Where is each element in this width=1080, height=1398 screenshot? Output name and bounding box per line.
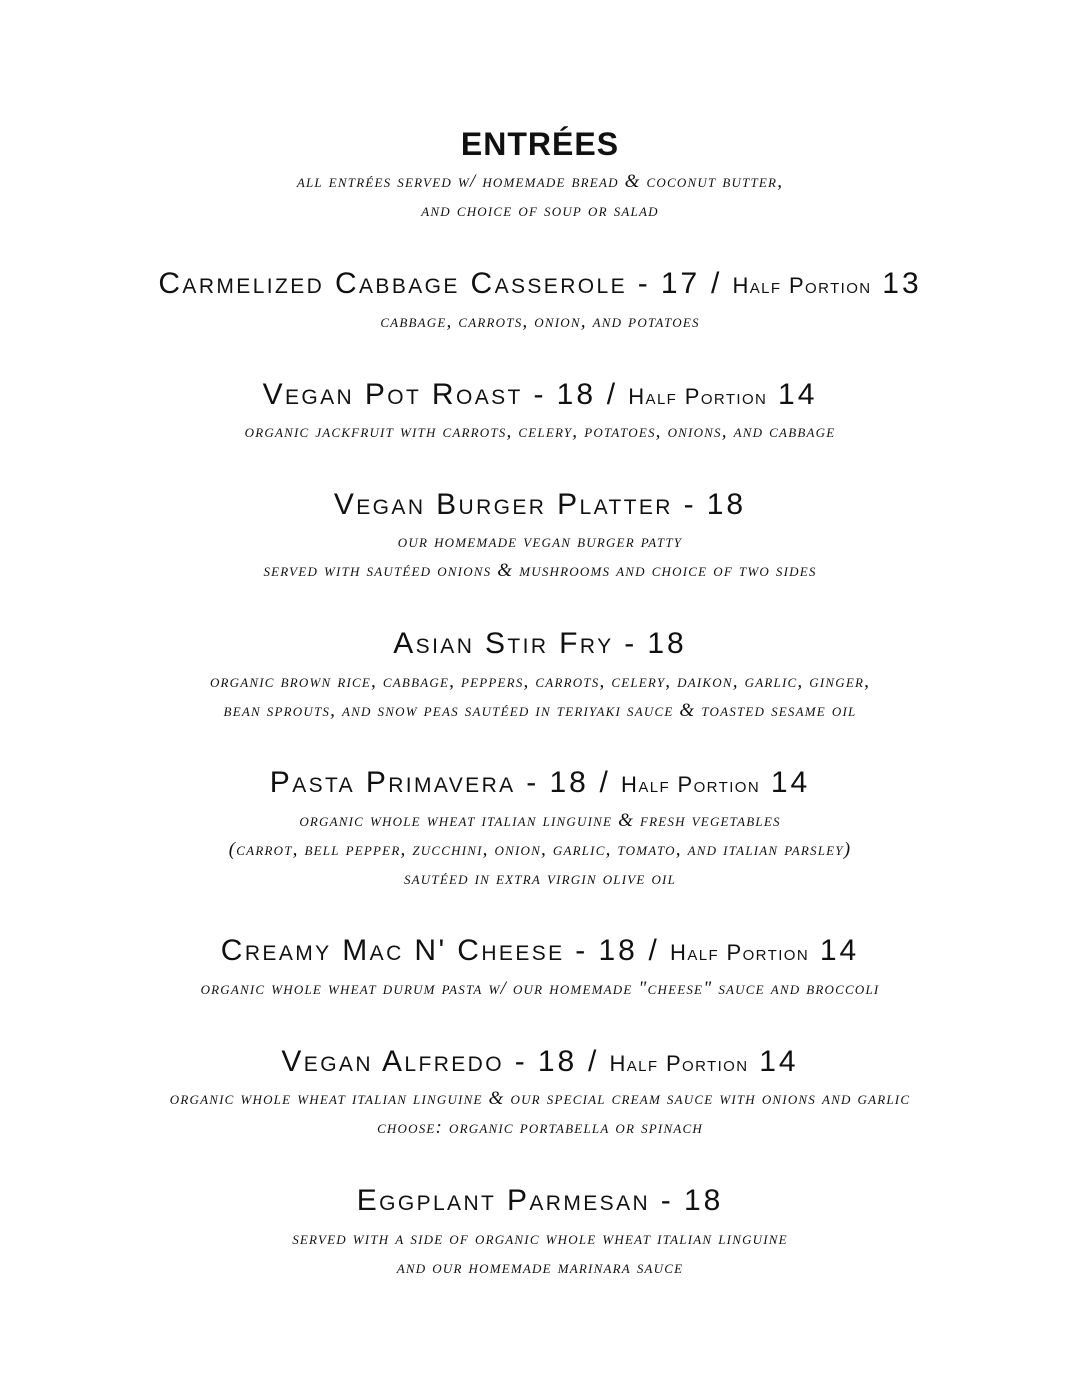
item-description: served with a side of organic whole wheat italian linguine bbox=[292, 1228, 788, 1249]
item-price: 18 bbox=[537, 1045, 578, 1078]
half-portion-price: 14 bbox=[819, 934, 860, 967]
item-name: Carmelized Cabbage Casserole bbox=[158, 267, 627, 300]
menu-item-heading: Carmelized Cabbage Casserole - 17 / Half Portion 13 bbox=[158, 267, 922, 300]
item-description: bean sprouts, and snow peas sautéed in teriyaki sauce & toasted sesame oil bbox=[223, 700, 857, 721]
menu-item-heading: Pasta Primavera - 18 / Half Portion 14 bbox=[269, 766, 811, 799]
item-description: choose: organic portabella or spinach bbox=[377, 1117, 703, 1138]
item-name: Creamy Mac N' Cheese bbox=[220, 934, 565, 967]
menu-item-heading: Creamy Mac N' Cheese - 18 / Half Portion 14 bbox=[220, 934, 860, 967]
menu-item-heading: Vegan Burger Platter - 18 bbox=[333, 488, 747, 521]
item-price: 18 bbox=[598, 934, 638, 967]
item-name: Pasta Primavera bbox=[269, 766, 516, 799]
half-portion-label: Half Portion bbox=[609, 1051, 749, 1076]
item-description: sautéed in extra virgin olive oil bbox=[403, 868, 677, 889]
page-title: ENTRÉES bbox=[460, 126, 620, 162]
menu-item-heading: Vegan Pot Roast - 18 / Half Portion 14 bbox=[262, 378, 818, 411]
item-price: 18 bbox=[556, 378, 597, 411]
header-note-line-1: all entrées served w/ homemade bread & coconut butter, bbox=[296, 171, 784, 192]
menu-item-heading: Vegan Alfredo - 18 / Half Portion 14 bbox=[281, 1045, 799, 1078]
half-portion-label: Half Portion bbox=[621, 772, 761, 797]
item-description: organic whole wheat italian linguine & our special cream sauce with onions and garlic bbox=[169, 1088, 911, 1109]
item-description: organic whole wheat italian linguine & fresh vegetables bbox=[299, 810, 781, 831]
item-description: our homemade vegan burger patty bbox=[397, 531, 683, 552]
item-price: 18 bbox=[549, 766, 589, 799]
item-price: 18 bbox=[647, 627, 687, 660]
item-description: cabbage, carrots, onion, and potatoes bbox=[380, 311, 700, 332]
item-description: served with sautéed onions & mushrooms and choice of two sides bbox=[263, 560, 817, 581]
item-name: Vegan Burger Platter bbox=[333, 488, 673, 521]
menu-item-heading: Asian Stir Fry - 18 bbox=[393, 627, 687, 660]
item-description: organic jackfruit with carrots, celery, potatoes, onions, and cabbage bbox=[244, 421, 836, 442]
item-description: (carrot, bell pepper, zucchini, onion, garlic, tomato, and italian parsley) bbox=[228, 839, 852, 860]
item-name: Vegan Pot Roast bbox=[262, 378, 523, 411]
half-portion-label: Half Portion bbox=[670, 940, 810, 965]
half-portion-price: 13 bbox=[882, 267, 922, 300]
item-price: 18 bbox=[706, 488, 747, 521]
item-description: organic brown rice, cabbage, peppers, carrots, celery, daikon, garlic, ginger, bbox=[209, 671, 871, 692]
item-price: 18 bbox=[683, 1184, 724, 1217]
item-description: organic whole wheat durum pasta w/ our homemade "cheese" sauce and broccoli bbox=[200, 978, 880, 999]
item-name: Eggplant Parmesan bbox=[356, 1184, 651, 1217]
half-portion-label: Half Portion bbox=[732, 273, 872, 298]
item-description: and our homemade marinara sauce bbox=[396, 1257, 684, 1278]
half-portion-label: Half Portion bbox=[628, 384, 768, 409]
item-name: Vegan Alfredo bbox=[281, 1045, 504, 1078]
half-portion-price: 14 bbox=[759, 1045, 799, 1078]
half-portion-price: 14 bbox=[770, 766, 811, 799]
half-portion-price: 14 bbox=[778, 378, 818, 411]
item-price: 17 bbox=[660, 267, 701, 300]
item-name: Asian Stir Fry bbox=[393, 627, 614, 660]
menu-item-heading: Eggplant Parmesan - 18 bbox=[356, 1184, 724, 1217]
header-note-line-2: and choice of soup or salad bbox=[421, 200, 659, 221]
